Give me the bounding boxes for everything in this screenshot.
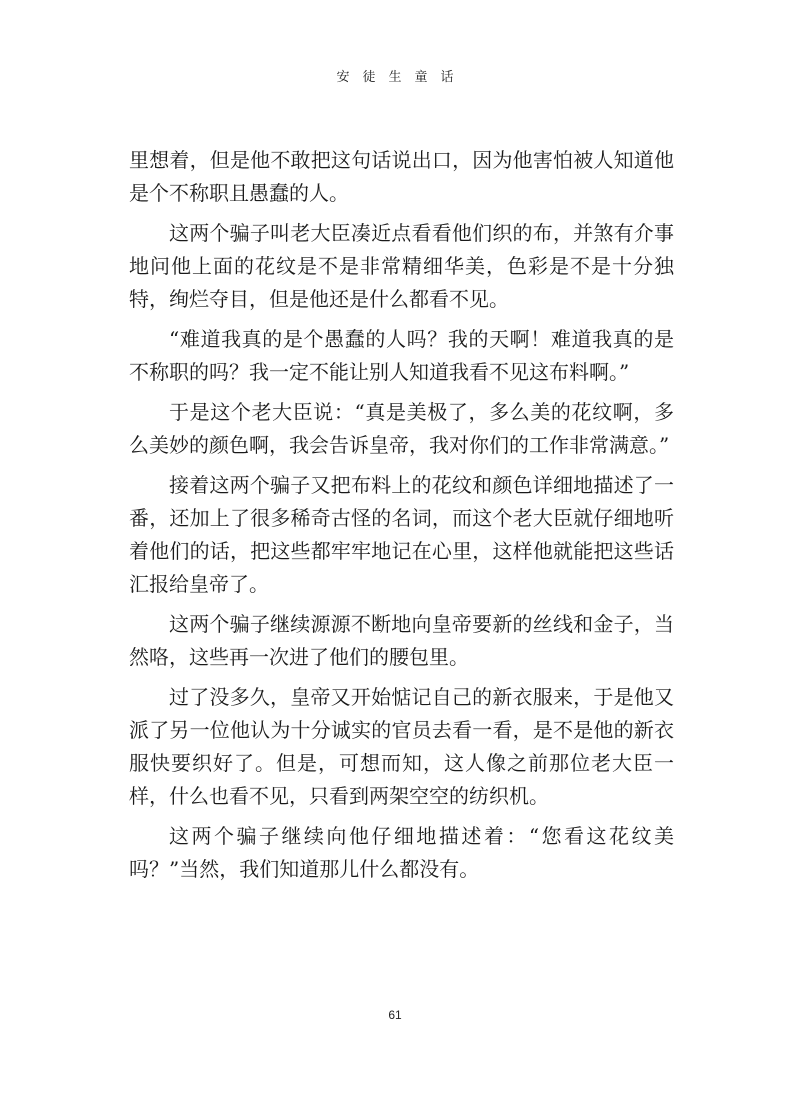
page-number: 61 [388, 1008, 402, 1022]
running-header: 安徒生童话 [336, 70, 467, 85]
paragraph: 这两个骗子叫老大臣凑近点看看他们织的布，并煞有介事地问他上面的花纹是不是非常精细华美，色彩是不是十分独特，绚烂夺目，但是他还是什么都看不见。 [129, 221, 674, 311]
paragraph: 这两个骗子继续向他仔细地描述着：“您看这花纹美吗？”当然，我们知道那儿什么都没有。 [129, 824, 674, 881]
paragraph: 过了没多久，皇帝又开始惦记自己的新衣服来，于是他又派了另一位他认为十分诚实的官员去看一看，是不是他的新衣服快要织好了。但是，可想而知，这人像之前那位老大臣一样，什么也看不见，只看到两架空空的纺织机。 [129, 685, 674, 808]
paragraph: 接着这两个骗子又把布料上的花纹和颜色详细地描述了一番，还加上了很多稀奇古怪的名词，而这个老大臣就仔细地听着他们的话，把这些都牢牢地记在心里，这样他就能把这些话汇报给皇帝了。 [129, 473, 674, 596]
paragraph: 这两个骗子继续源源不断地向皇帝要新的丝线和金子，当然咯，这些再一次进了他们的腰包里。 [129, 612, 674, 669]
paragraph: “难道我真的是个愚蠢的人吗？我的天啊！难道我真的是不称职的吗？我一定不能让别人知道我看不见这布料啊。” [129, 327, 674, 384]
body-text [129, 144, 674, 893]
paragraph: 于是这个老大臣说：“真是美极了，多么美的花纹啊，多么美妙的颜色啊，我会告诉皇帝，我对你们的工作非常满意。” [129, 400, 674, 457]
paragraph-continued: 里想着，但是他不敢把这句话说出口，因为他害怕被人知道他是个不称职且愚蠢的人。 [129, 148, 674, 205]
